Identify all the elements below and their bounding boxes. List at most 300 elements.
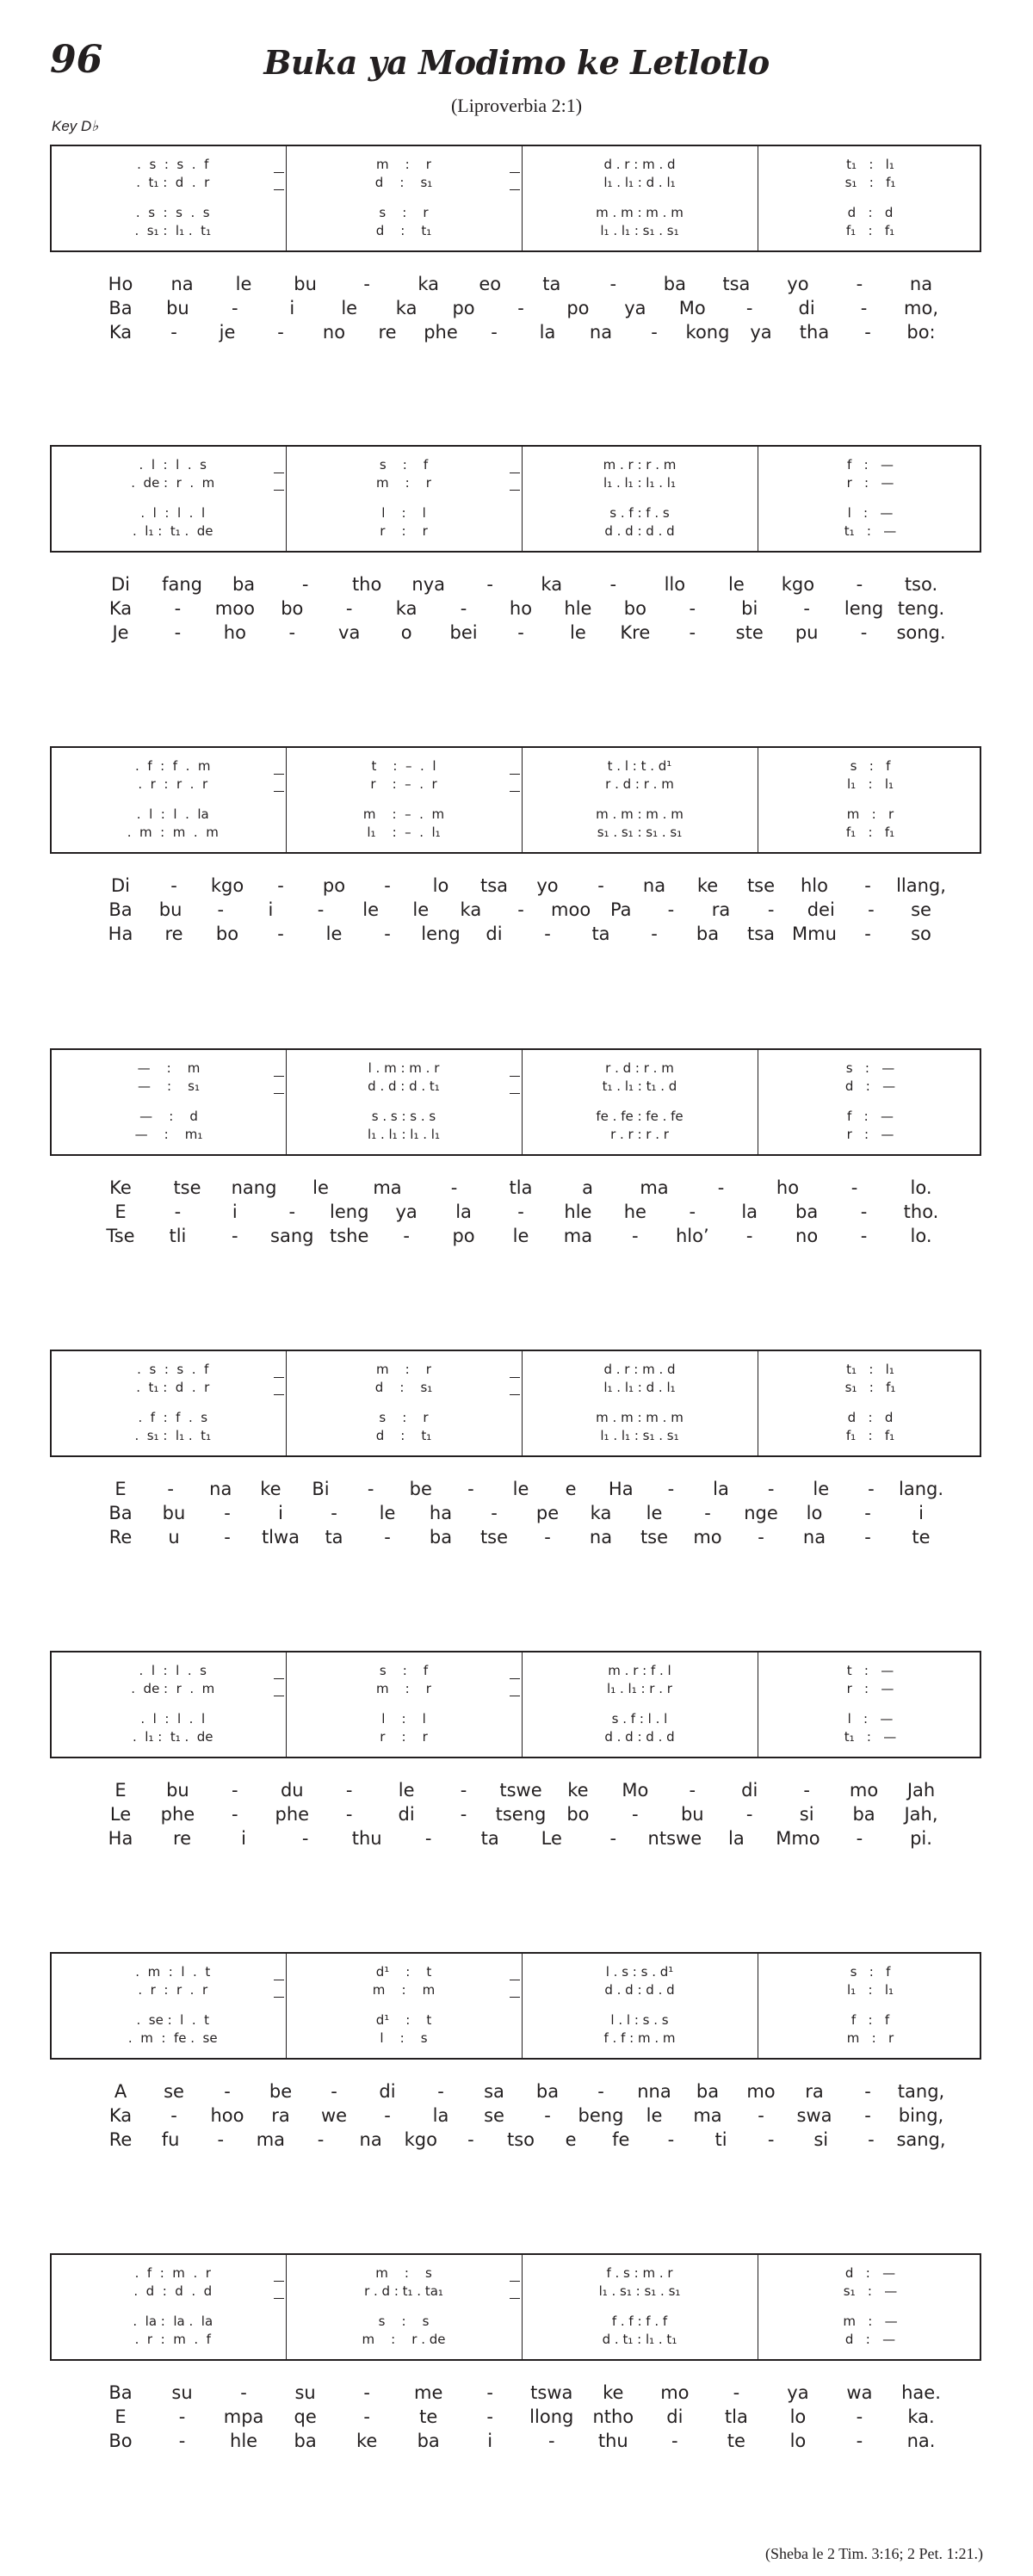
lyric-syllable: Re (108, 1527, 133, 1547)
lyric-syllable: tho. (903, 1202, 939, 1222)
lyric-syllable: le (727, 574, 745, 595)
voice-line (296, 1428, 511, 1443)
bar-line (286, 1954, 287, 2058)
lyric-syllable: Di (110, 574, 131, 595)
solfa-notes: — : m₁ (134, 1127, 203, 1142)
lyric-syllable: ba (232, 574, 256, 595)
solfa-notes: f : — (847, 457, 894, 473)
lyric-syllable: va (338, 622, 361, 643)
voice-line (768, 1109, 973, 1124)
lyric-syllable: - (860, 298, 868, 318)
voice-line (532, 1982, 747, 1998)
solfa-notes: r . d : t₁ . ta₁ (364, 2283, 443, 2299)
lyric-syllable: sang (270, 1226, 314, 1246)
lyric-syllable: i (232, 1202, 238, 1222)
voice-line (62, 475, 275, 491)
measure (62, 1050, 275, 1154)
lyric-syllable: yo (787, 274, 809, 294)
lyric-syllable: - (486, 574, 494, 595)
lyric-syllable: he (623, 1202, 646, 1222)
solfa-notes: s : s (378, 2313, 430, 2329)
voice-line (768, 1982, 973, 1998)
lyric-syllable: - (331, 2081, 337, 2102)
lyric-syllable: - (345, 598, 353, 619)
lyric-syllable: le (646, 2105, 663, 2126)
solfa-notes: l₁ . l₁ : l₁ . l₁ (603, 475, 676, 491)
solfa-notes: r : — (846, 475, 894, 491)
lyric-syllable: - (856, 2406, 863, 2427)
voice-line (532, 157, 747, 172)
lyric-syllable: mo (693, 1527, 722, 1547)
lyric-syllable: ti (714, 2129, 727, 2150)
lyric-syllable: - (864, 2105, 871, 2126)
measure (768, 1954, 973, 2058)
lyric-syllable: bu (294, 274, 317, 294)
voice-line (62, 505, 275, 521)
voice-line (62, 2313, 275, 2329)
voice-line (62, 223, 275, 238)
lyric-syllable: - (767, 1479, 775, 1499)
solfa-notes: s : f (379, 1663, 429, 1678)
lyric-syllable: te (912, 1527, 931, 1547)
lyric-syllable: ra (271, 2105, 290, 2126)
solfa-notes: . m : fe . se (120, 2030, 218, 2046)
lyric-syllable: ma (563, 1226, 593, 1246)
voice-line (532, 2283, 747, 2299)
lyric-verse-line (95, 621, 947, 645)
solfa-notes: l : — (847, 1711, 894, 1727)
voice-line (532, 1380, 747, 1395)
lyric-syllable: - (450, 1177, 458, 1198)
measure (296, 2255, 511, 2359)
voice-line (532, 1410, 747, 1425)
measure (296, 1954, 511, 2058)
lyric-syllable: - (178, 2431, 186, 2451)
lyric-syllable: ste (735, 622, 764, 643)
lyric-syllable: - (689, 622, 696, 643)
lyric-syllable: ntho (592, 2406, 634, 2427)
lyric-syllable: ba (535, 2081, 560, 2102)
solfa-notes: d : — (844, 2332, 896, 2347)
lyric-syllable: E (114, 1780, 127, 1801)
lyric-syllable: fu (161, 2129, 180, 2150)
lyric-syllable: e (565, 2129, 577, 2150)
lyric-syllable: - (745, 1804, 753, 1825)
voice-line (296, 2012, 511, 2028)
lyric-syllable: di (379, 2081, 396, 2102)
voice-line (62, 1681, 275, 1696)
lyric-syllable: - (491, 1503, 498, 1523)
voice-line (768, 505, 973, 521)
lyric-syllable: - (856, 2431, 863, 2451)
lyric-syllable: - (667, 899, 675, 920)
lyric-syllable: - (363, 2406, 370, 2427)
lyric-syllable: dei (807, 899, 835, 920)
lyric-syllable: - (864, 875, 871, 896)
lyric-syllable: ta (542, 274, 561, 294)
voice-line (768, 1729, 973, 1745)
voice-line (62, 806, 275, 822)
solfa-notes: . f : f . m (127, 758, 211, 774)
lyric-syllable: le (512, 1479, 529, 1499)
lyric-syllable: ma (640, 1177, 669, 1198)
lyric-syllable: - (424, 1828, 432, 1849)
lyric-syllable: ba (852, 1804, 875, 1825)
lyric-verse-line (95, 2128, 947, 2152)
lyric-syllable: A (114, 2081, 127, 2102)
voice-line (62, 2265, 275, 2281)
lyric-syllable: - (609, 274, 617, 294)
measure (62, 1351, 275, 1455)
voice-line (532, 1362, 747, 1377)
solfa-notes: . s : s . f (128, 1362, 209, 1377)
solfa-system (50, 445, 981, 553)
solfa-notes: d . d : d . t₁ (368, 1078, 440, 1094)
voice-line (768, 1362, 973, 1377)
voice-line (532, 758, 747, 774)
voice-line (768, 1127, 973, 1142)
lyric-syllable: tha (799, 322, 830, 343)
lyric-syllable: - (517, 298, 524, 318)
lyric-syllable: ke (696, 875, 719, 896)
voice-line (768, 758, 973, 774)
lyric-syllable: - (632, 1226, 639, 1246)
solfa-notes: . f : f . s (129, 1410, 208, 1425)
lyric-block (95, 572, 947, 645)
lyric-syllable: ra (711, 899, 731, 920)
solfa-notes: . r : m . f (127, 2332, 211, 2347)
solfa-notes: f₁ : f₁ (845, 223, 895, 238)
lyric-syllable: ka. (907, 2406, 935, 2427)
lyric-syllable: - (277, 322, 284, 343)
lyric-syllable: bu (162, 1503, 186, 1523)
voice-line (62, 1362, 275, 1377)
voice-line (296, 2332, 511, 2347)
solfa-system (50, 1651, 981, 1758)
lyric-syllable: na (209, 1479, 232, 1499)
measure (768, 146, 973, 250)
solfa-notes: f₁ : f₁ (845, 1428, 895, 1443)
lyric-syllable: bu (166, 1780, 189, 1801)
lyric-syllable: - (609, 574, 617, 595)
solfa-notes: f . s : m . r (606, 2265, 673, 2281)
solfa-notes: . de : r . m (122, 1681, 215, 1696)
solfa-notes: . s₁ : l₁ . t₁ (126, 223, 212, 238)
lyric-syllable: - (803, 1780, 810, 1801)
solfa-notes: . r : r . r (129, 1982, 208, 1998)
voice-line (768, 2283, 973, 2299)
lyric-syllable: ba (795, 1202, 819, 1222)
lyric-syllable: di (486, 924, 503, 944)
lyric-syllable: - (217, 2129, 225, 2150)
measure (62, 1652, 275, 1757)
solfa-notes: . s₁ : l₁ . t₁ (126, 1428, 212, 1443)
solfa-notes: l : l (381, 1711, 426, 1727)
solfa-notes: r : r (380, 1729, 428, 1745)
solfa-notes: m : s (375, 2265, 432, 2281)
lyric-syllable: na (909, 274, 933, 294)
voice-line (532, 1127, 747, 1142)
voice-line (296, 1982, 511, 1998)
voice-line (62, 205, 275, 220)
lyric-syllable: eo (479, 274, 502, 294)
voice-line (62, 1982, 275, 1998)
solfa-system (50, 145, 981, 252)
lyric-syllable: - (868, 1479, 875, 1499)
voice-line (532, 776, 747, 792)
lyric-syllable: i (268, 899, 274, 920)
lyric-verse-line (95, 1802, 947, 1826)
solfa-system (50, 746, 981, 854)
lyric-syllable: ke (260, 1479, 281, 1499)
bar-line (522, 1652, 523, 1757)
lyric-syllable: tsa (479, 875, 509, 896)
lyric-verse-line (95, 2079, 947, 2103)
lyric-syllable: le (412, 899, 430, 920)
lyric-syllable: - (517, 899, 524, 920)
solfa-notes: f . f : m . m (603, 2030, 676, 2046)
voice-line (296, 1109, 511, 1124)
lyric-syllable: la (741, 1202, 758, 1222)
hymn-title: Buka ya Modimo ke Letlotlo (263, 43, 770, 82)
lyric-syllable: E (114, 1202, 127, 1222)
lyric-syllable: hle (230, 2431, 258, 2451)
lyric-syllable: Ha (108, 924, 133, 944)
voice-line (62, 2283, 275, 2299)
measure (768, 1652, 973, 1757)
lyric-verse-line (95, 1778, 947, 1802)
lyric-verse-line (95, 320, 947, 344)
solfa-notes: . f : m . r (127, 2265, 211, 2281)
lyric-syllable: llang, (896, 875, 946, 896)
lyric-syllable: thu (351, 1828, 382, 1849)
lyric-verse-line (95, 1477, 947, 1501)
solfa-notes: t₁ : l₁ (846, 157, 894, 172)
lyric-syllable: - (232, 1226, 238, 1246)
lyric-syllable: ra (805, 2081, 824, 2102)
solfa-notes: m : r (846, 2030, 894, 2046)
solfa-notes: . r : r . r (129, 776, 208, 792)
voice-line (532, 175, 747, 190)
voice-line (296, 175, 511, 190)
solfa-notes: m . m : m . m (596, 1410, 684, 1425)
voice-line (768, 2012, 973, 2028)
lyric-syllable: ba (696, 2081, 720, 2102)
measure (532, 1050, 747, 1154)
voice-line (296, 2283, 511, 2299)
lyric-syllable: - (403, 1226, 410, 1246)
lyric-syllable: Ba (108, 2382, 133, 2403)
lyric-syllable: ka (541, 574, 563, 595)
lyric-syllable: - (384, 875, 391, 896)
lyric-verse-line (95, 1501, 947, 1525)
lyric-syllable: o (400, 622, 412, 643)
lyric-syllable: Mmo (776, 1828, 820, 1849)
lyric-syllable: ka (395, 598, 418, 619)
lyric-syllable: - (317, 2129, 325, 2150)
lyric-syllable: su (171, 2382, 193, 2403)
voice-line (62, 1428, 275, 1443)
lyric-syllable: E (114, 2406, 127, 2427)
measure (532, 146, 747, 250)
voice-line (768, 1681, 973, 1696)
solfa-notes: s₁ : f₁ (844, 175, 896, 190)
lyric-syllable: i (487, 2431, 493, 2451)
lyric-syllable: tli (169, 1226, 187, 1246)
solfa-notes: l₁ : – . l₁ (367, 825, 441, 840)
lyric-syllable: Ha (108, 1828, 133, 1849)
voice-line (768, 223, 973, 238)
solfa-notes: m . r : r . m (603, 457, 677, 473)
voice-line (768, 175, 973, 190)
lyric-verse-line (95, 2429, 947, 2453)
lyric-syllable: ba (294, 2431, 317, 2451)
voice-line (768, 1711, 973, 1727)
lyric-syllable: la (432, 2105, 449, 2126)
solfa-notes: m : – . m (362, 806, 445, 822)
lyric-syllable: moo (214, 598, 255, 619)
lyric-syllable: tlwa (261, 1527, 300, 1547)
voice-line (296, 1380, 511, 1395)
lyric-syllable: Ba (108, 899, 133, 920)
lyric-syllable: Ba (108, 1503, 133, 1523)
lyric-syllable: bing, (898, 2105, 944, 2126)
voice-line (532, 475, 747, 491)
lyric-syllable: hlo’ (675, 1226, 709, 1246)
lyric-syllable: - (384, 2105, 391, 2126)
lyric-syllable: - (745, 298, 753, 318)
lyric-syllable: - (803, 598, 810, 619)
lyric-syllable: tse (173, 1177, 201, 1198)
lyric-syllable: lo (806, 1503, 823, 1523)
voice-line (768, 157, 973, 172)
voice-line (296, 1060, 511, 1076)
lyric-syllable: hle (564, 1202, 592, 1222)
lyric-syllable: - (460, 598, 467, 619)
solfa-notes: f . f : f . f (611, 2313, 668, 2329)
lyric-syllable: leng (330, 1202, 369, 1222)
lyric-syllable: - (864, 924, 871, 944)
lyric-syllable: - (232, 298, 238, 318)
lyric-syllable: po (322, 875, 346, 896)
solfa-notes: d¹ : t (375, 2012, 432, 2028)
voice-line (296, 825, 511, 840)
lyric-syllable: - (767, 899, 775, 920)
bar-line (522, 447, 523, 551)
solfa-notes: l₁ : l₁ (846, 1982, 894, 1998)
lyric-syllable: ha (429, 1503, 453, 1523)
voice-line (296, 157, 511, 172)
lyric-syllable: si (813, 2129, 829, 2150)
bar-line (286, 748, 287, 852)
measure (296, 447, 511, 551)
voice-line (768, 806, 973, 822)
lyric-syllable: tso. (904, 574, 938, 595)
lyric-syllable: Mmu (792, 924, 837, 944)
measure (62, 748, 275, 852)
lyric-syllable: u (168, 1527, 180, 1547)
lyric-syllable: - (224, 2081, 231, 2102)
lyric-syllable: Ka (108, 598, 133, 619)
lyric-syllable: tso (506, 2129, 535, 2150)
lyric-syllable: tsa (746, 924, 776, 944)
lyric-syllable: bi (741, 598, 758, 619)
lyric-syllable: Kre (620, 622, 651, 643)
solfa-notes: . se : l . t (127, 2012, 210, 2028)
lyric-syllable: fe (612, 2129, 630, 2150)
voice-line (768, 205, 973, 220)
lyric-syllable: ke (603, 2382, 624, 2403)
voice-line (296, 1127, 511, 1142)
solfa-notes: s . f : l . l (611, 1711, 668, 1727)
lyric-syllable: lo (432, 875, 449, 896)
lyric-syllable: - (486, 2406, 494, 2427)
solfa-notes: fe . fe : fe . fe (596, 1109, 684, 1124)
voice-line (532, 1681, 747, 1696)
lyric-syllable: - (868, 2129, 875, 2150)
lyric-syllable: - (277, 875, 284, 896)
lyric-syllable: leng (844, 598, 884, 619)
lyric-syllable: - (363, 2382, 370, 2403)
solfa-notes: . l₁ : t₁ . de (124, 1729, 213, 1745)
lyric-syllable: ho (509, 598, 533, 619)
lyric-syllable: - (174, 1202, 182, 1222)
measure (768, 748, 973, 852)
solfa-notes: t₁ . l₁ : t₁ . d (602, 1078, 677, 1094)
lyric-syllable: - (217, 899, 225, 920)
solfa-notes: — : m (137, 1060, 201, 1076)
bar-line (286, 1652, 287, 1757)
lyric-syllable: la (539, 322, 556, 343)
lyric-syllable: se (484, 2105, 504, 2126)
lyric-syllable: pi. (910, 1828, 932, 1849)
lyric-syllable: ke (356, 2431, 378, 2451)
lyric-block (95, 1176, 947, 1248)
lyric-syllable: no (322, 322, 346, 343)
lyric-syllable: ba (417, 2431, 440, 2451)
lyric-syllable: Pa (609, 899, 632, 920)
measure (296, 748, 511, 852)
voice-line (768, 1428, 973, 1443)
voice-line (62, 1711, 275, 1727)
lyric-verse-line (95, 898, 947, 922)
solfa-notes: f : — (847, 1109, 894, 1124)
solfa-notes: d . r : m . d (603, 1362, 676, 1377)
lyric-syllable: mo, (904, 298, 938, 318)
lyric-syllable: Mo (622, 1780, 649, 1801)
solfa-notes: t₁ : l₁ (846, 1362, 894, 1377)
solfa-notes: d . d : d . d (604, 1729, 675, 1745)
lyric-syllable: - (491, 322, 498, 343)
solfa-notes: . d : d . d (125, 2283, 213, 2299)
solfa-notes: — : d (139, 1109, 198, 1124)
voice-line (296, 2313, 511, 2329)
lyric-syllable: Re (108, 2129, 133, 2150)
lyric-syllable: - (544, 924, 551, 944)
lyric-syllable: la (713, 1479, 729, 1499)
lyric-syllable: re (172, 1828, 192, 1849)
solfa-notes: d : d (847, 205, 894, 220)
lyric-syllable: Mo (678, 298, 706, 318)
lyric-syllable: nge (744, 1503, 778, 1523)
key-signature: Key D♭ (52, 118, 99, 134)
measure (296, 1050, 511, 1154)
lyric-syllable: te (727, 2431, 745, 2451)
lyric-verse-line (95, 596, 947, 621)
lyric-verse-line (95, 922, 947, 946)
bar-line (522, 748, 523, 852)
lyric-syllable: le (312, 1177, 329, 1198)
